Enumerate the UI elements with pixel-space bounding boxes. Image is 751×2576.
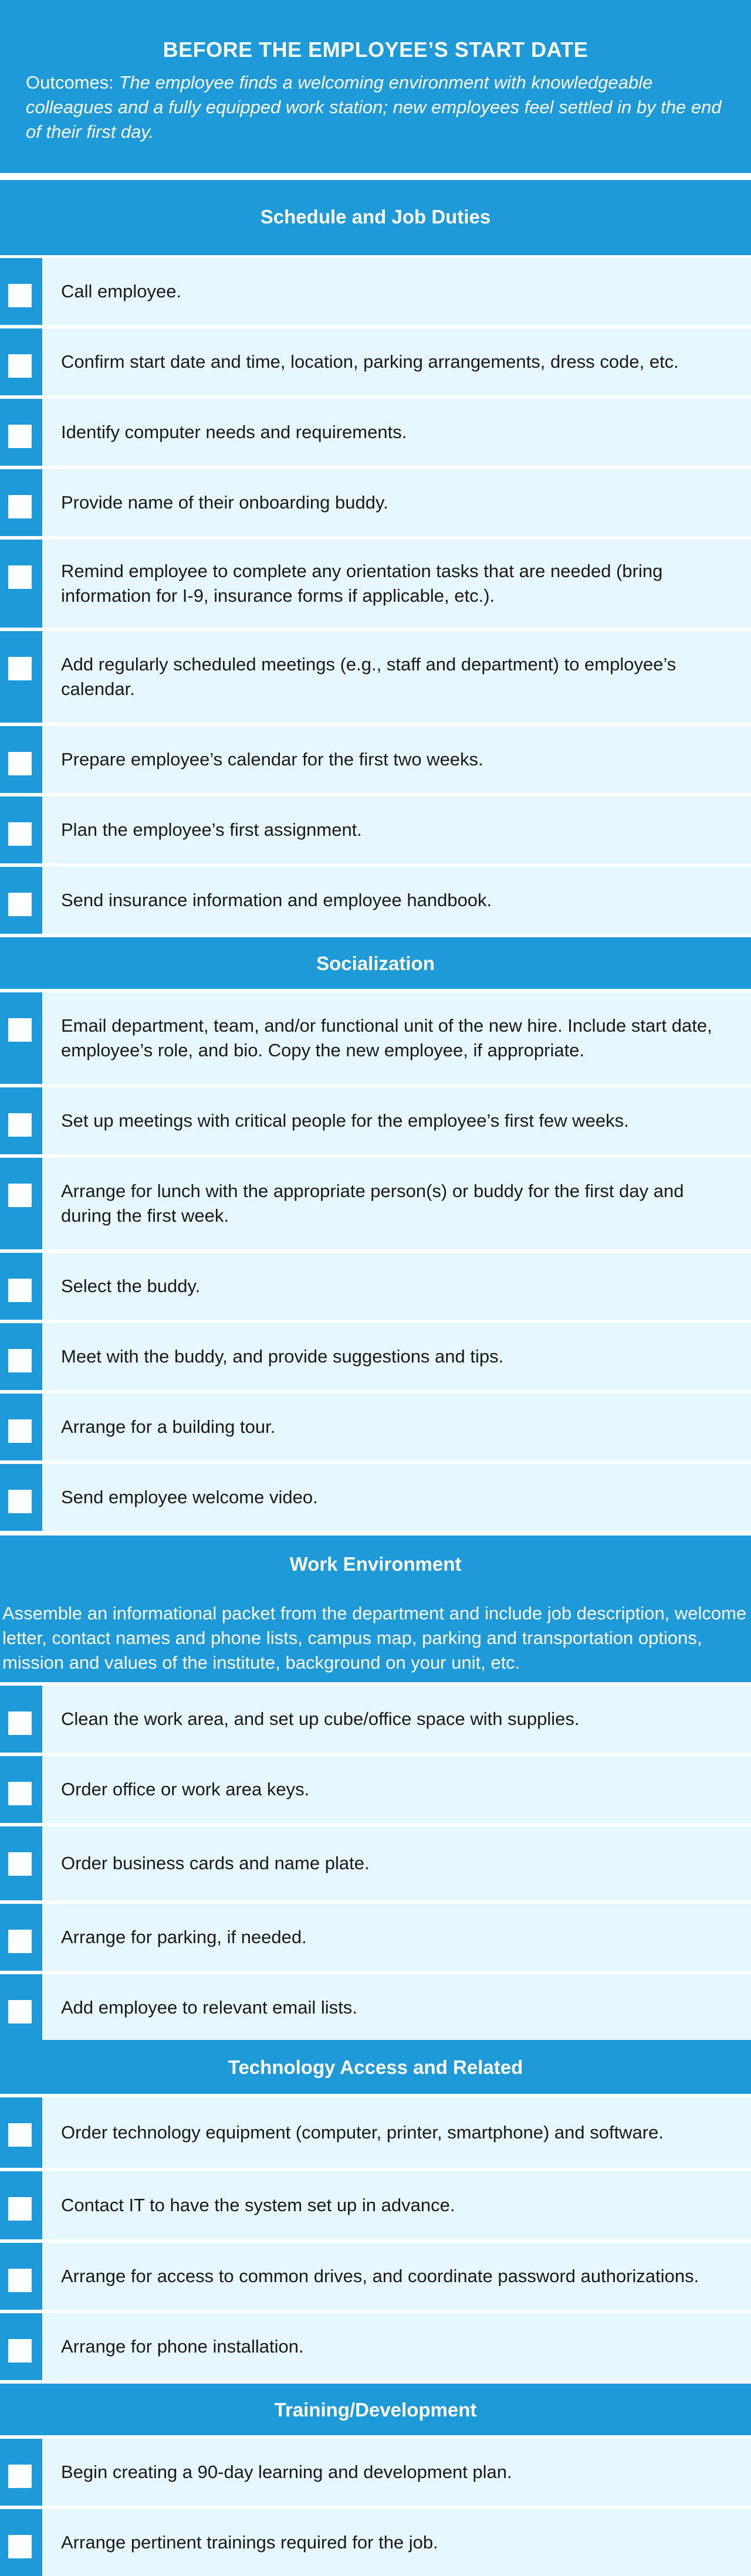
checkbox[interactable] (8, 2000, 32, 2023)
item-text: Provide name of their onboarding buddy. (61, 492, 388, 513)
checklist-item (0, 540, 751, 628)
section-header-technology (0, 2040, 751, 2094)
item-text: Arrange for a building tour. (61, 1416, 276, 1437)
item-text: Contact IT to have the system set up in advance. (61, 2195, 455, 2215)
checklist-item (0, 1394, 751, 1460)
checklist-item (0, 1686, 751, 1753)
checklist-item (0, 2439, 751, 2506)
checklist-item (0, 2509, 751, 2576)
checkbox[interactable] (8, 565, 32, 589)
item-text: Arrange for access to common drives, and coordinate password authorizations. (61, 2266, 699, 2286)
item-text: Email department, team, and/or functional unit of the new hire. Include start date, employee’s role, and bio. Copy the new employee, if appropriate. (61, 1015, 712, 1060)
item-text: Clean the work area, and set up cube/office space with supplies. (61, 1709, 580, 1729)
checkbox[interactable] (8, 893, 32, 916)
checkbox[interactable] (8, 1349, 32, 1372)
checklist-item (0, 1323, 751, 1390)
checklist-item (0, 258, 751, 325)
checkbox[interactable] (8, 2197, 32, 2221)
checkbox[interactable] (8, 1018, 32, 1042)
section-header-work-environment (0, 1536, 751, 1682)
checkbox[interactable] (8, 425, 32, 448)
checklist-item (0, 1087, 751, 1154)
item-text: Add employee to relevant email lists. (61, 1997, 357, 2018)
item-text: Order office or work area keys. (61, 1779, 310, 1799)
checklist-item (0, 1756, 751, 1823)
checklist-item (0, 1904, 751, 1971)
checkbox[interactable] (8, 1782, 32, 1805)
checklist-item (0, 796, 751, 863)
checkbox[interactable] (8, 354, 32, 378)
item-text: Send insurance information and employee handbook. (61, 890, 492, 910)
section-title: Schedule and Job Duties (260, 206, 491, 228)
item-text: Confirm start date and time, location, parking arrangements, dress code, etc. (61, 351, 679, 372)
checkbox[interactable] (8, 1113, 32, 1137)
checklist-item (0, 1158, 751, 1249)
section-title: Work Environment (289, 1553, 462, 1575)
checklist-item (0, 328, 751, 395)
checklist-item (0, 1253, 751, 1320)
checkbox[interactable] (8, 2465, 32, 2488)
section-title: Socialization (316, 953, 435, 974)
checklist-item (0, 726, 751, 793)
checkbox[interactable] (8, 1930, 32, 1953)
checkbox[interactable] (8, 2269, 32, 2292)
item-text: Arrange for phone installation. (61, 2336, 304, 2357)
item-text: Begin creating a 90-day learning and development plan. (61, 2462, 512, 2482)
checklist-item (0, 2243, 751, 2310)
item-text: Remind employee to complete any orientation tasks that are needed (bring information for I-9, insurance forms if applicable, etc.). (61, 561, 663, 606)
checklist-item (0, 2313, 751, 2380)
item-text: Arrange for lunch with the appropriate person(s) or buddy for the first day and during the first week. (61, 1181, 684, 1226)
page-header (0, 0, 751, 173)
checklist-item (0, 469, 751, 536)
checklist-item (0, 2171, 751, 2239)
item-text: Arrange pertinent trainings required for the job. (61, 2532, 438, 2553)
item-text: Identify computer needs and requirements. (61, 422, 407, 442)
checklist-item (0, 867, 751, 934)
checklist-item (0, 1974, 751, 2041)
checkbox[interactable] (8, 1490, 32, 1513)
outcomes-text: The employee finds a welcoming environment with knowledgeable colleagues and a fully equipped work station; new employees feel settled in by the end of their first day. (26, 72, 722, 142)
item-text: Prepare employee’s calendar for the first two weeks. (61, 749, 483, 770)
section-intro: Assemble an informational packet from the department and include job description, welcome letter, contact names and phone lists, campus map, parking and transportation options, mission and values of the institute, background on your unit, etc. (2, 1603, 747, 1673)
section-header-training (0, 2384, 751, 2435)
checkbox[interactable] (8, 822, 32, 846)
checkbox[interactable] (8, 1184, 32, 1207)
checkbox[interactable] (8, 657, 32, 680)
item-text: Order technology equipment (computer, printer, smartphone) and software. (61, 2122, 664, 2143)
section-title: Technology Access and Related (228, 2056, 523, 2078)
checklist-item (0, 1464, 751, 1531)
item-text: Call employee. (61, 281, 182, 301)
section-header-schedule (0, 180, 751, 255)
checklist-item (0, 631, 751, 723)
item-text: Arrange for parking, if needed. (61, 1927, 307, 1947)
section-header-socialization (0, 937, 751, 989)
item-text: Meet with the buddy, and provide suggestions and tips. (61, 1346, 504, 1367)
item-text: Plan the employee’s first assignment. (61, 819, 362, 840)
checkbox[interactable] (8, 495, 32, 518)
checkbox[interactable] (8, 1279, 32, 1302)
item-text: Send employee welcome video. (61, 1487, 318, 1507)
page-title: BEFORE THE EMPLOYEE’S START DATE (163, 38, 588, 62)
checkbox[interactable] (8, 752, 32, 775)
checkbox[interactable] (8, 1852, 32, 1876)
checkbox[interactable] (8, 2535, 32, 2558)
checkbox[interactable] (8, 284, 32, 307)
item-text: Select the buddy. (61, 1276, 201, 1296)
checklist-item (0, 2097, 751, 2168)
item-text: Add regularly scheduled meetings (e.g., staff and department) to employee’s calendar. (61, 654, 676, 699)
item-text: Order business cards and name plate. (61, 1853, 370, 1873)
checkbox[interactable] (8, 2123, 32, 2147)
checklist-item (0, 1826, 751, 1900)
section-title: Training/Development (274, 2399, 477, 2421)
checklist-item (0, 399, 751, 466)
outcomes-label: Outcomes: (26, 72, 114, 93)
outcomes-statement (26, 70, 725, 144)
checklist-item (0, 992, 751, 1084)
checkbox[interactable] (8, 1711, 32, 1735)
checkbox[interactable] (8, 1419, 32, 1443)
checkbox[interactable] (8, 2339, 32, 2363)
item-text: Set up meetings with critical people for the employee’s first few weeks. (61, 1110, 629, 1131)
